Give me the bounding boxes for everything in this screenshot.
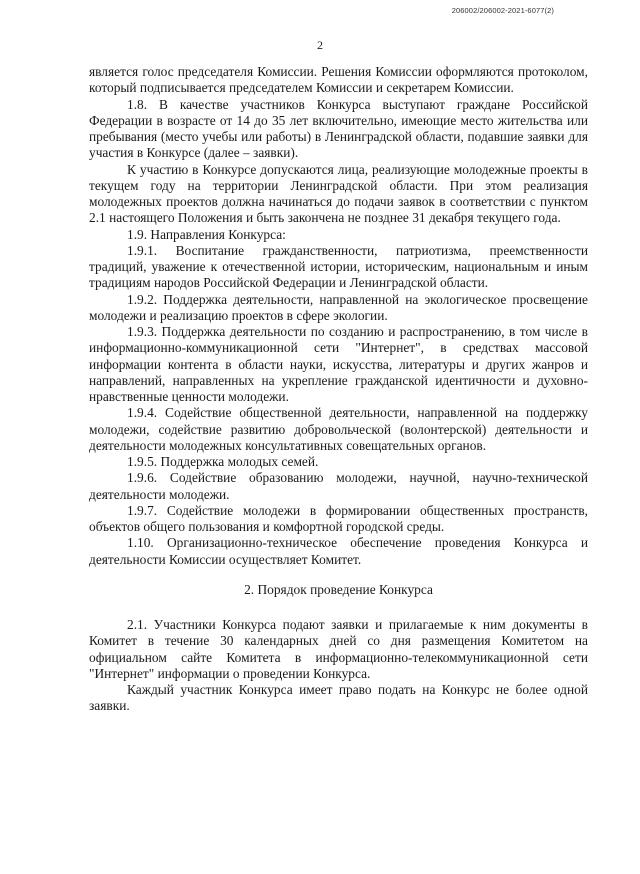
paragraph-2-1: 2.1. Участники Конкурса подают заявки и прилагаемые к ним документы в Комитет в течение 30 календарных дней со дня размещения Комитетом на официальном сайте Комитета в информационно-телекоммуникационной сети "Интернет" информации о проведении Конкурса. — [89, 617, 588, 681]
paragraph-commission-decisions: является голос председателя Комиссии. Решения Комиссии оформляются протоколом, который подписывается председателем Комиссии и секретарем Комиссии. — [89, 64, 588, 96]
document-body — [89, 64, 588, 715]
paragraph-1-9-3: 1.9.3. Поддержка деятельности по созданию и распространению, в том числе в информационно-коммуникационной сети "Интернет", в средствах массовой информации контента в области науки, искусства, литературы и других жанров и направлений, направленных на укрепление гражданской идентичности и духовно-нравственные ценности молодежи. — [89, 324, 588, 404]
paragraph-one-application: Каждый участник Конкурса имеет право подать на Конкурс не более одной заявки. — [89, 682, 588, 714]
paragraph-1-9-5: 1.9.5. Поддержка молодых семей. — [127, 454, 319, 469]
paragraph-1-9-7: 1.9.7. Содействие молодежи в формировании общественных пространств, объектов общего пользования и комфортной городской среды. — [89, 502, 588, 534]
paragraph-1-10: 1.10. Организационно-техническое обеспечение проведения Конкурса и деятельности Комиссии осуществляет Комитет. — [89, 535, 588, 567]
paragraph-1-9-1: 1.9.1. Воспитание гражданственности, патриотизма, преемственности традиций, уважение к отечественной истории, историческим, национальным и иным традициям народов Российской Федерации и Ленинградской области. — [89, 242, 588, 291]
section-title: 2. Порядок проведение Конкурса — [244, 581, 433, 597]
paragraph-admission: К участию в Конкурсе допускаются лица, реализующие молодежные проекты в текущем году на территории Ленинградской области. При этом реализация молодежных проектов должна начинаться до подачи заявок в соответствии с пунктом 2.1 настоящего Положения и быть закончена не позднее 31 декабря текущего года. — [89, 161, 588, 226]
paragraph-1-8-participants: 1.8. В качестве участников Конкурса выступают граждане Российской Федерации в возрасте от 14 до 35 лет включительно, имеющие место жительства или пребывания (место учебы или работы) в Ленинградской области, подавшие заявки для участия в Конкурсе (далее – заявки). — [89, 96, 588, 161]
paragraph-1-9-4: 1.9.4. Содействие общественной деятельности, направленной на поддержку молодежи, содействие развитию добровольческой (волонтерской) деятельности и деятельности молодежных консультативных совещательных органов. — [89, 405, 588, 453]
paragraph-1-9-directions: 1.9. Направления Конкурса: — [127, 226, 286, 242]
document-id: 206002/206002-2021-6077(2) — [451, 6, 554, 15]
paragraph-1-9-2: 1.9.2. Поддержка деятельности, направленной на экологическое просвещение молодежи и реализацию проектов в сфере экологии. — [89, 291, 588, 323]
paragraph-1-9-6: 1.9.6. Содействие образованию молодежи, научной, научно-технической деятельности молодежи. — [89, 470, 588, 502]
page-number: 2 — [317, 38, 323, 52]
